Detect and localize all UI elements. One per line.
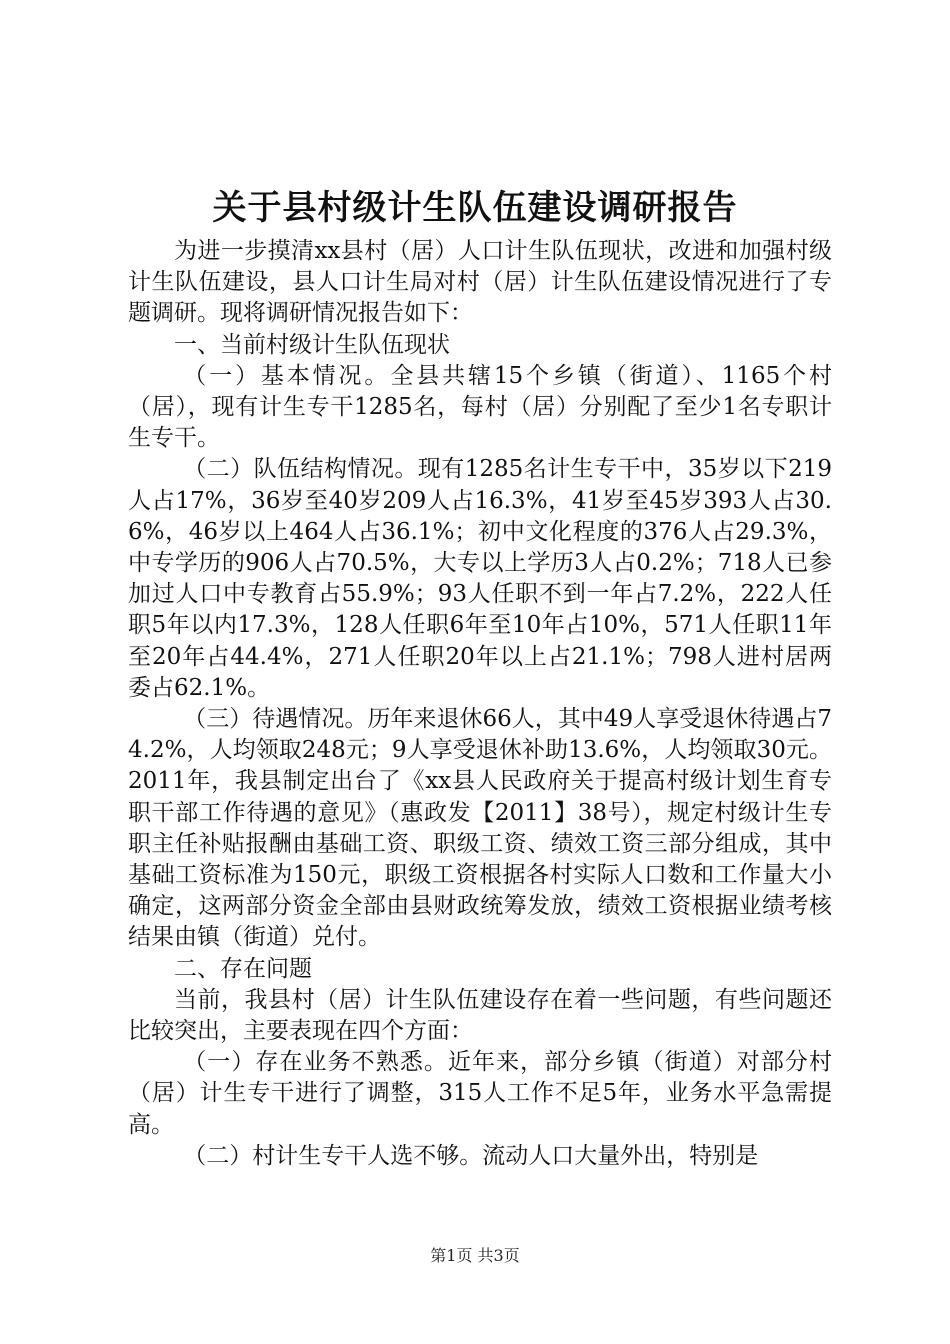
basic-situation-paragraph: （一）基本情况。全县共辖15个乡镇（街道）、1165个村（居），现有计生专干1285名，每村（居）分别配了至少1名专职计生专干。	[128, 362, 832, 452]
team-structure-paragraph: （二）队伍结构情况。现有1285名计生专干中，35岁以下219人占17%，36岁至40岁209人占16.3%，41岁至45岁393人占30.6%，46岁以上464人占36.1%；初中文化程度的376人占29.3%，中专学历的906人占70.5%，大专以上学历3人占0.2%；718人已参加过人口中专教育占55.9%；93人任职不到一年占7.2%，222人任职5年以内17.3%，128人任职6年至10年占10%，571人任职11年至20年占44.4%，271人任职20年以上占21.1%；798人进村居两委占62.1%。	[128, 456, 832, 701]
page-indicator: 第1页 共3页	[430, 1246, 520, 1265]
problem-one-paragraph: （一）存在业务不熟悉。近年来，部分乡镇（街道）对部分村（居）计生专干进行了调整，315人工作不足5年，业务水平急需提高。	[128, 1049, 832, 1138]
problem-two-paragraph: （二）村计生专干人选不够。流动人口大量外出，特别是	[183, 1142, 759, 1169]
treatment-paragraph: （三）待遇情况。历年来退休66人，其中49人享受退休待遇占74.2%，人均领取248元；9人享受退休补助13.6%，人均领取30元。2011年，我县制定出台了《xx县人民政府关于提高村级计划生育专职干部工作待遇的意见》（惠政发【2011】38号），规定村级计生专职主任补贴报酬由基础工资、职级工资、绩效工资三部分组成，其中基础工资标准为150元，职级工资根据各村实际人口数和工作量大小确定，这两部分资金全部由县财政统筹发放，绩效工资根据业绩考核结果由镇（街道）兑付。	[128, 706, 832, 951]
document-title: 关于县村级计生队伍建设调研报告	[212, 188, 738, 228]
section-heading-current-status: 一、当前村级计生队伍现状	[174, 331, 450, 358]
problems-intro-paragraph: 当前，我县村（居）计生队伍建设存在着一些问题，有些问题还比较突出，主要表现在四个方面：	[128, 986, 832, 1045]
intro-paragraph: 为进一步摸清xx县村（居）人口计生队伍现状，改进和加强村级计生队伍建设，县人口计生局对村（居）计生队伍建设情况进行了专题调研。现将调研情况报告如下：	[128, 238, 832, 327]
section-heading-problems: 二、存在问题	[174, 955, 312, 982]
document-body	[128, 236, 832, 1172]
